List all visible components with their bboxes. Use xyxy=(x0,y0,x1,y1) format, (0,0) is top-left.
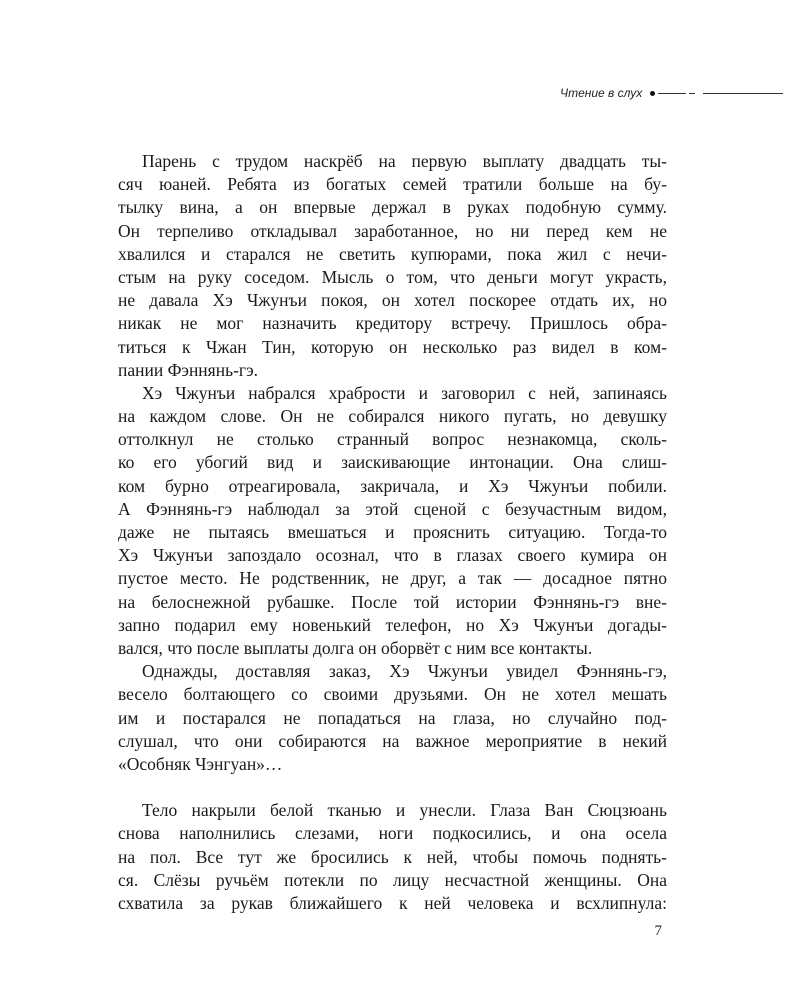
text-line: на каждом слове. Он не собирался никого пугать, но девушку xyxy=(118,406,667,427)
text-line: тылку вина, а он впервые держал в руках подобную сумму. xyxy=(118,197,667,218)
paragraph xyxy=(118,382,667,660)
text-line: вался, что после выплаты долга он оборвёт с ним все контакты. xyxy=(118,637,593,658)
text-line: весело болтающего со своими друзьями. Он не хотел мешать xyxy=(118,684,667,705)
text-line: пании Фэннянь-гэ. xyxy=(118,359,258,380)
text-line: «Особняк Чэнгуан»… xyxy=(118,753,283,774)
paragraph xyxy=(118,150,667,382)
text-line: Хэ Чжунъи запоздало осознал, что в глазах своего кумира он xyxy=(118,545,667,566)
text-line: даже не пытаясь вмешаться и прояснить ситуацию. Тогда-то xyxy=(118,522,667,542)
section-break xyxy=(118,776,667,799)
text-line: Тело накрыли белой тканью и унесли. Глаза Ван Сюцзюань xyxy=(142,800,667,821)
text-line: запно подарил ему новенький телефон, но Хэ Чжунъи догады- xyxy=(118,614,667,635)
text-line: сяч юаней. Ребята из богатых семей тратили больше на бу- xyxy=(118,174,667,195)
running-header xyxy=(560,83,783,103)
text-line: Хэ Чжунъи набрался храбрости и заговорил с ней, запинаясь xyxy=(142,382,667,403)
body-text xyxy=(118,150,667,915)
text-line: снова наполнились слезами, ноги подкосились, и она осела xyxy=(118,823,667,844)
text-line: Он терпеливо откладывал заработанное, но ни перед кем не xyxy=(118,220,667,241)
text-line: не давала Хэ Чжунъи покоя, он хотел поскорее отдать их, но xyxy=(118,290,667,311)
paragraph xyxy=(118,799,667,915)
text-line: ко его убогий вид и заискивающие интонации. Она слиш- xyxy=(118,452,667,473)
header-ornament xyxy=(650,91,783,96)
text-line: Однажды, доставляя заказ, Хэ Чжунъи увидел Фэннянь-гэ, xyxy=(142,661,667,682)
ornament-dash xyxy=(658,93,686,94)
running-title: Чтение в слух xyxy=(560,86,643,100)
paragraph xyxy=(118,660,667,776)
text-line: стым на руку соседом. Мысль о том, что деньги могут украсть, xyxy=(118,266,667,287)
text-line: оттолкнул не столько странный вопрос незнакомца, сколь- xyxy=(118,429,667,450)
text-line: ся. Слёзы ручьём потекли по лицу несчастной женщины. Она xyxy=(118,869,667,890)
text-line: титься к Чжан Тин, которую он несколько раз видел в ком- xyxy=(118,336,667,357)
text-line: А Фэннянь-гэ наблюдал за этой сценой с безучастным видом, xyxy=(118,498,667,519)
text-line: никак не мог назначить кредитору встречу. Пришлось обра- xyxy=(118,313,667,334)
text-line: слушал, что они собираются на важное мероприятие в некий xyxy=(118,730,667,751)
text-line: ком бурно отреагировала, закричала, и Хэ Чжунъи побили. xyxy=(118,475,667,496)
text-line: им и постарался не попадаться на глаза, но случайно под- xyxy=(118,707,667,728)
ornament-dot xyxy=(650,91,655,96)
page-number: 7 xyxy=(654,923,662,939)
text-line: хвалился и старался не светить купюрами, пока жил с нечи- xyxy=(118,243,667,264)
text-line: схватила за рукав ближайшего к ней человека и всхлипнула: xyxy=(118,893,667,913)
text-line: пустое место. Не родственник, не друг, а так — досадное пятно xyxy=(118,568,667,589)
ornament-dash xyxy=(689,93,695,94)
text-line: на белоснежной рубашке. После той истории Фэннянь-гэ вне- xyxy=(118,591,667,612)
text-line: Парень с трудом наскрёб на первую выплату двадцать ты- xyxy=(142,151,667,171)
ornament-rule xyxy=(703,93,783,94)
text-line: на пол. Все тут же бросились к ней, чтобы помочь поднять- xyxy=(118,846,667,867)
